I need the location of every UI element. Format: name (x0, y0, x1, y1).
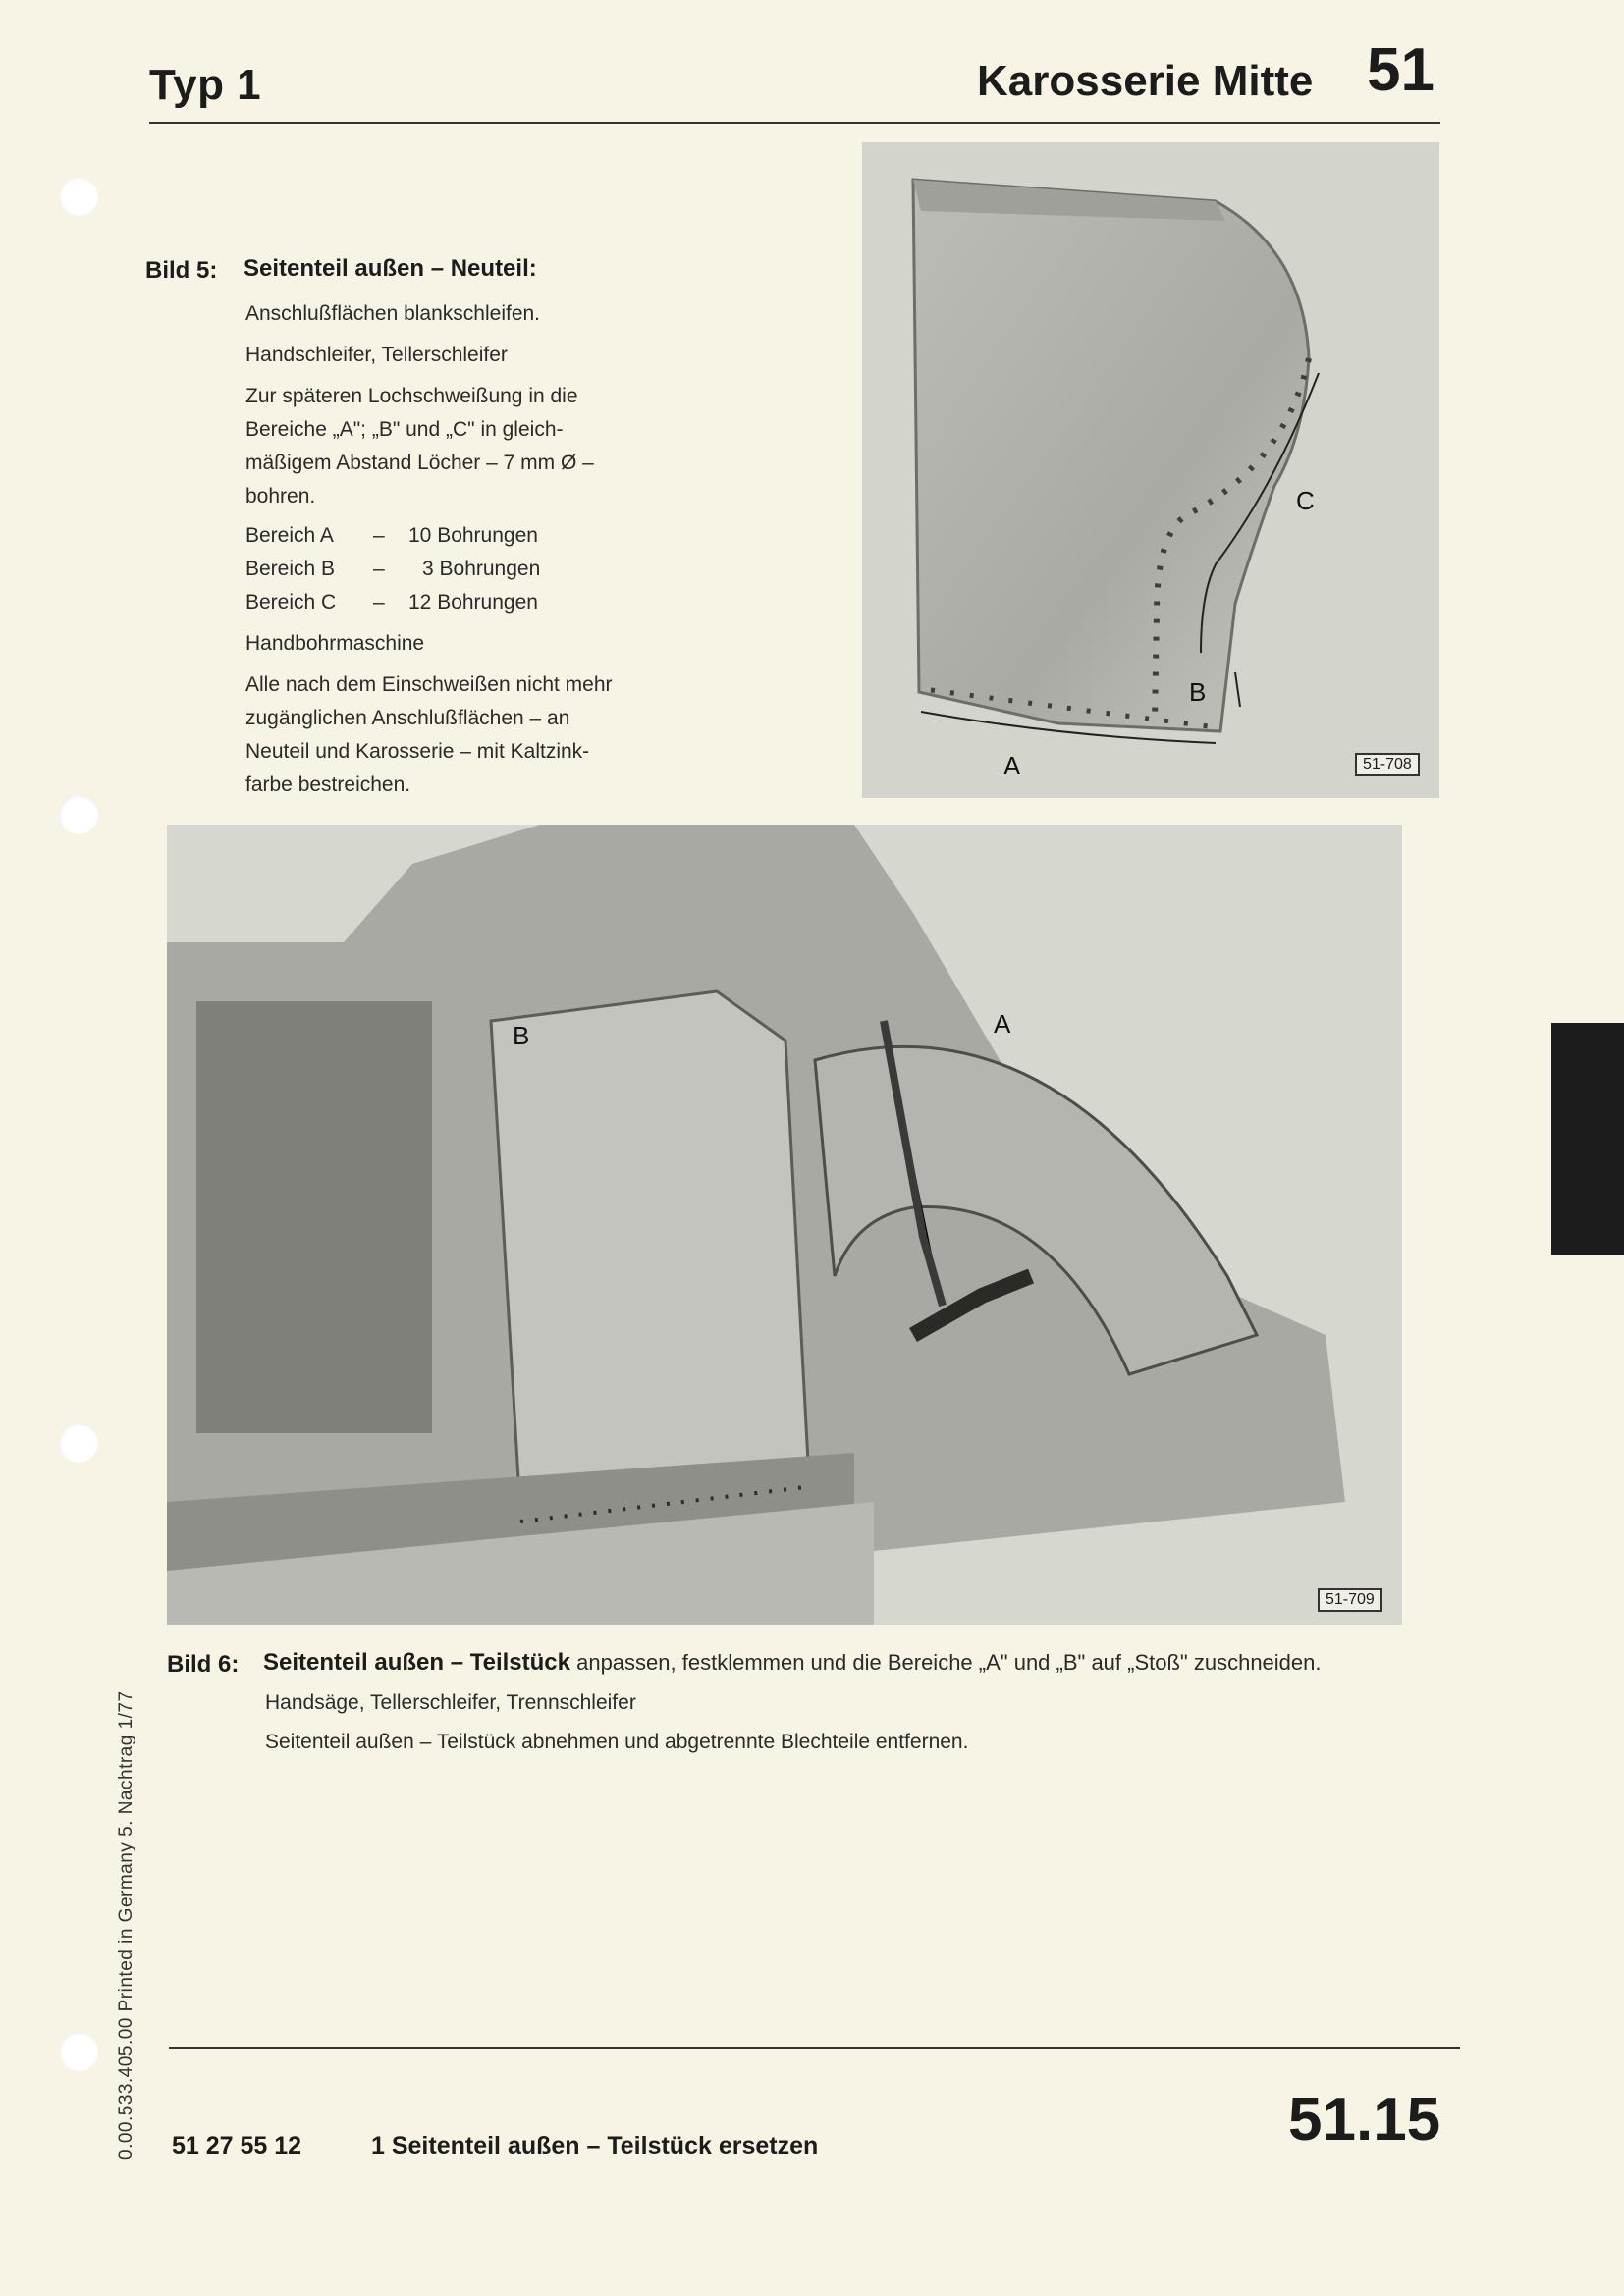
bild5-line: Zur späteren Lochschweißung in die (245, 385, 578, 407)
bild5-line: Anschlußflächen blankschleifen. (245, 302, 541, 325)
bild5-line: farbe bestreichen. (245, 774, 411, 796)
bild6-line: Handsäge, Tellerschleifer, Trennschleifer (265, 1691, 636, 1714)
bereich-row: Bereich B – 3 Bohrungen (245, 558, 541, 580)
bereich-row: Bereich C – 12 Bohrungen (245, 591, 538, 614)
bild5-line: Handschleifer, Tellerschleifer (245, 344, 508, 366)
margin-print: 0.00.533.405.00 Printed in Germany 5. Nachtrag 1/77 (116, 1690, 136, 2160)
binder-hole (59, 1423, 98, 1463)
bereich-list (245, 519, 697, 619)
bild6-body (265, 1686, 1394, 1759)
footer-title: 1 Seitenteil außen – Teilstück ersetzen (371, 2132, 819, 2160)
car-body-illustration (167, 825, 1402, 1625)
bild5-label-a: A (1003, 751, 1021, 780)
header-section-title: Karosserie Mitte (977, 57, 1314, 105)
bild6-title-row (263, 1649, 1322, 1677)
bild5-figure-id: 51-708 (1355, 753, 1420, 776)
bild6-line: Seitenteil außen – Teilstück abnehmen und abgetrennte Blechteile entfernen. (265, 1731, 969, 1753)
bild5-line: bohren. (245, 485, 316, 507)
bild5-label-c: C (1296, 486, 1315, 515)
footer-code: 51 27 55 12 (172, 2132, 302, 2160)
binder-hole (59, 2032, 98, 2071)
binder-hole (59, 795, 98, 834)
bild5-label: Bild 5: (145, 257, 218, 284)
bild6-title: Seitenteil außen – Teilstück (263, 1649, 570, 1676)
section-tab-marker (1551, 1023, 1624, 1255)
header-section-number: 51 (1367, 36, 1435, 104)
bild5-title: Seitenteil außen – Neuteil: (244, 255, 537, 282)
bild5-label-b: B (1189, 677, 1207, 707)
header-type: Typ 1 (149, 61, 262, 109)
bild6-label-a: A (994, 1009, 1011, 1039)
bild5-photo (862, 142, 1439, 798)
bild6-title-rest: anpassen, festklemmen und die Bereiche „A" und „B" auf „Stoß" zuschneiden. (569, 1650, 1322, 1675)
bild5-line: zugänglichen Anschlußflächen – an (245, 707, 570, 729)
bild5-body (245, 297, 697, 802)
bild6-label-b: B (513, 1021, 530, 1050)
footer-rule (169, 2047, 1460, 2049)
bild5-line: mäßigem Abstand Löcher – 7 mm Ø – (245, 452, 594, 474)
bild6-figure-id: 51-709 (1318, 1588, 1382, 1612)
bereich-row: Bereich A – 10 Bohrungen (245, 524, 538, 547)
fender-panel-illustration (862, 142, 1439, 798)
footer-page-number: 51.15 (1288, 2086, 1441, 2154)
bild6-label: Bild 6: (167, 1651, 240, 1678)
header-rule (149, 122, 1440, 124)
bild5-line: Bereiche „A"; „B" und „C" in gleich- (245, 418, 564, 441)
bild5-line: Handbohrmaschine (245, 632, 425, 655)
bild5-line: Alle nach dem Einschweißen nicht mehr (245, 673, 613, 696)
bild6-photo (167, 825, 1402, 1625)
bild5-line: Neuteil und Karosserie – mit Kaltzink- (245, 740, 590, 763)
binder-hole (59, 177, 98, 216)
